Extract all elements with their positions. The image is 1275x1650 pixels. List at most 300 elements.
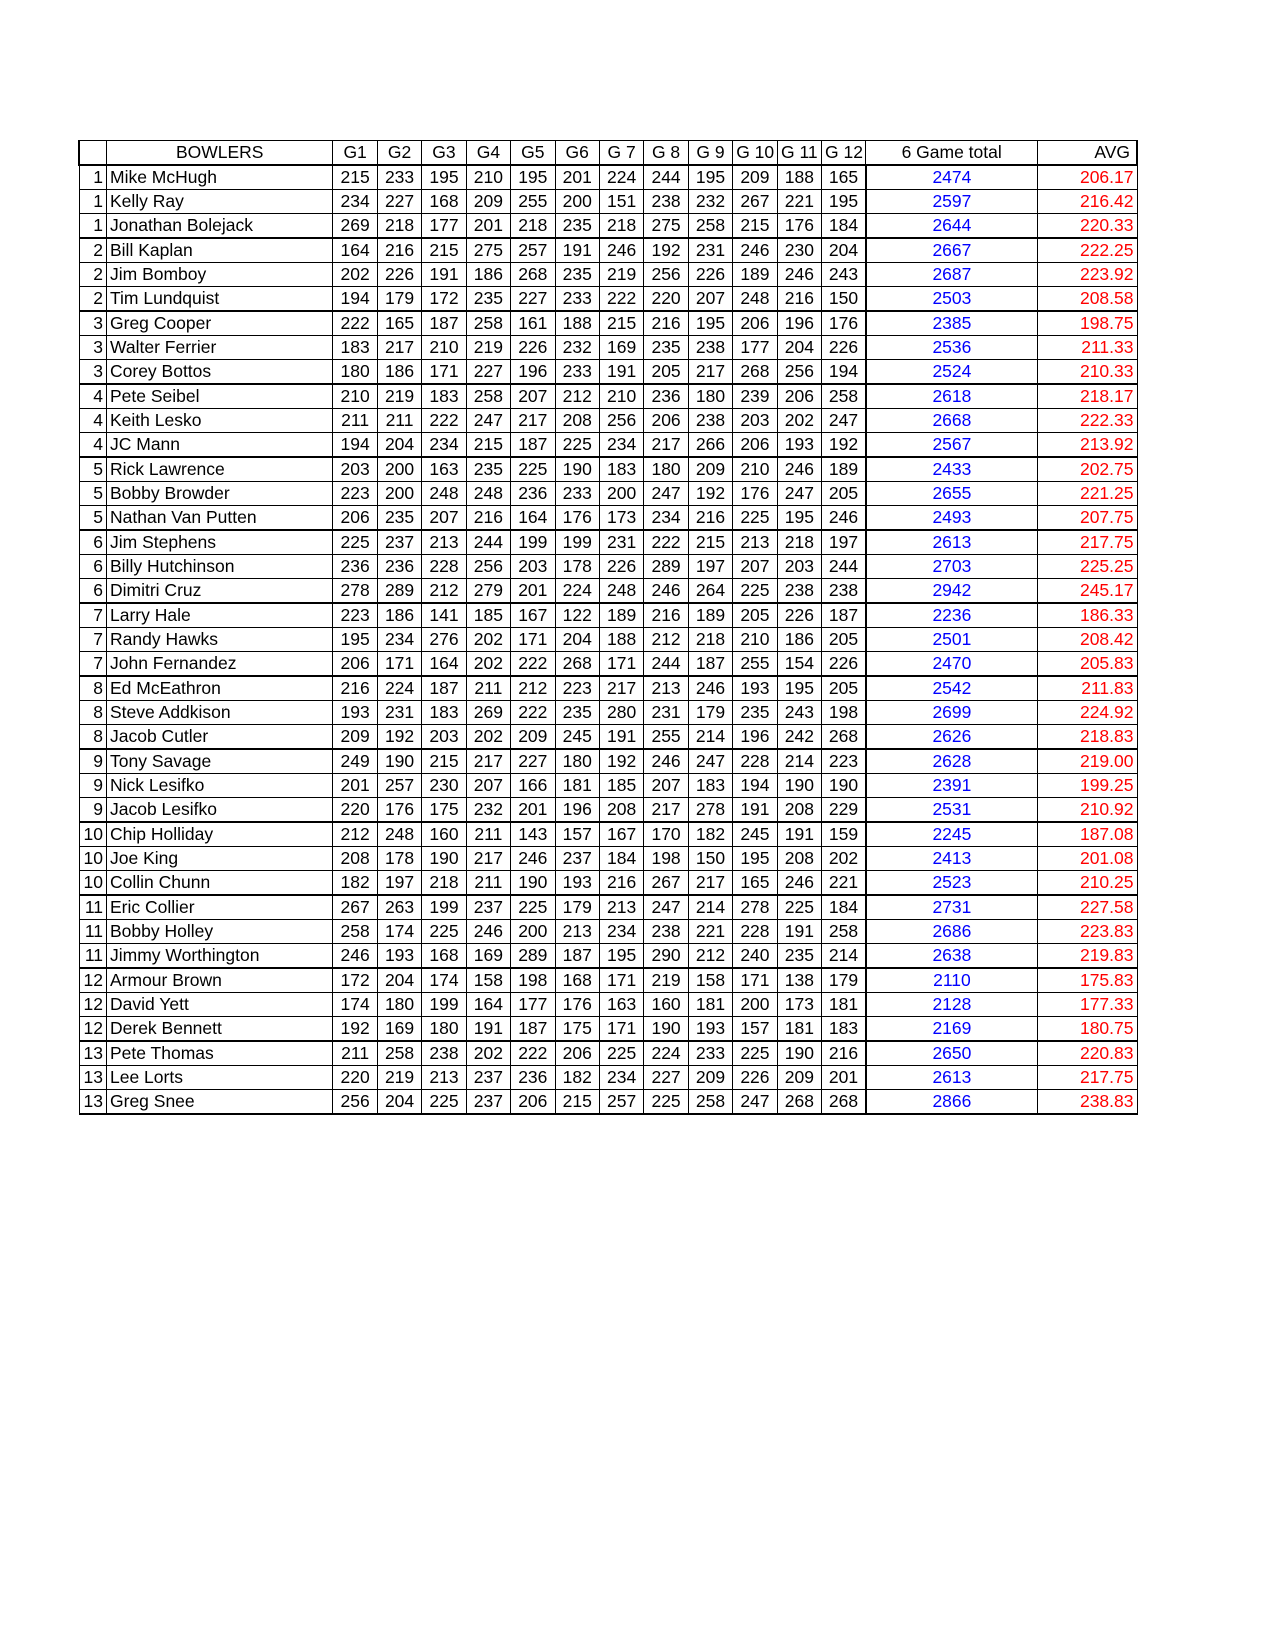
cell-game-8-score: 246	[644, 749, 688, 774]
cell-game-7-score: 191	[599, 725, 643, 750]
cell-game-4-score: 216	[466, 506, 510, 531]
cell-game-12-score: 189	[822, 457, 866, 482]
cell-six-game-total: 2618	[866, 384, 1037, 409]
cell-six-game-total: 2524	[866, 360, 1037, 385]
cell-game-2-score: 233	[377, 165, 421, 190]
cell-six-game-total: 2433	[866, 457, 1037, 482]
cell-game-11-score: 209	[777, 1066, 821, 1090]
cell-game-3-score: 160	[422, 822, 466, 847]
cell-rank: 4	[79, 433, 107, 458]
cell-game-4-score: 237	[466, 1090, 510, 1115]
cell-six-game-total: 2470	[866, 652, 1037, 677]
cell-game-12-score: 223	[822, 749, 866, 774]
cell-game-5-score: 207	[511, 384, 555, 409]
cell-game-8-score: 238	[644, 190, 688, 214]
cell-game-1-score: 216	[333, 676, 377, 701]
table-row	[79, 676, 1137, 701]
cell-game-5-score: 187	[511, 1017, 555, 1042]
cell-game-12-score: 176	[822, 311, 866, 336]
cell-game-9-score: 197	[688, 555, 732, 579]
table-row	[79, 287, 1137, 312]
cell-game-2-score: 180	[377, 993, 421, 1017]
cell-game-8-score: 246	[644, 579, 688, 604]
cell-average: 217.75	[1037, 530, 1137, 555]
table-row	[79, 847, 1137, 871]
bowling-scores-table	[78, 140, 1138, 1115]
cell-game-11-score: 235	[777, 944, 821, 969]
cell-game-7-score: 213	[599, 895, 643, 920]
header-avg: AVG	[1037, 141, 1137, 166]
cell-six-game-total: 2613	[866, 530, 1037, 555]
cell-average: 208.42	[1037, 628, 1137, 652]
cell-game-2-score: 226	[377, 263, 421, 287]
cell-game-5-score: 212	[511, 676, 555, 701]
cell-game-5-score: 196	[511, 360, 555, 385]
cell-bowler-name: Jim Bomboy	[107, 263, 333, 287]
cell-game-1-score: 174	[333, 993, 377, 1017]
cell-rank: 10	[79, 847, 107, 871]
table-body	[79, 165, 1137, 1114]
cell-six-game-total: 2731	[866, 895, 1037, 920]
cell-average: 218.83	[1037, 725, 1137, 750]
cell-game-11-score: 246	[777, 871, 821, 896]
cell-game-3-score: 212	[422, 579, 466, 604]
cell-game-9-score: 218	[688, 628, 732, 652]
cell-game-11-score: 138	[777, 968, 821, 993]
cell-game-6-score: 235	[555, 214, 599, 239]
cell-average: 245.17	[1037, 579, 1137, 604]
cell-game-5-score: 201	[511, 798, 555, 823]
cell-game-5-score: 187	[511, 433, 555, 458]
cell-bowler-name: Rick Lawrence	[107, 457, 333, 482]
cell-game-5-score: 227	[511, 287, 555, 312]
cell-average: 218.17	[1037, 384, 1137, 409]
cell-game-5-score: 217	[511, 409, 555, 433]
cell-six-game-total: 2523	[866, 871, 1037, 896]
cell-game-11-score: 225	[777, 895, 821, 920]
cell-game-2-score: 263	[377, 895, 421, 920]
cell-game-1-score: 212	[333, 822, 377, 847]
cell-game-3-score: 191	[422, 263, 466, 287]
cell-game-9-score: 216	[688, 506, 732, 531]
cell-average: 202.75	[1037, 457, 1137, 482]
cell-game-1-score: 236	[333, 555, 377, 579]
cell-game-7-score: 192	[599, 749, 643, 774]
cell-game-1-score: 206	[333, 652, 377, 677]
header-game-5: G5	[511, 141, 555, 166]
cell-game-12-score: 229	[822, 798, 866, 823]
cell-game-7-score: 215	[599, 311, 643, 336]
cell-game-8-score: 170	[644, 822, 688, 847]
table-row	[79, 214, 1137, 239]
cell-game-9-score: 231	[688, 238, 732, 263]
cell-game-11-score: 190	[777, 774, 821, 798]
cell-game-5-score: 206	[511, 1090, 555, 1115]
cell-game-4-score: 158	[466, 968, 510, 993]
cell-game-4-score: 211	[466, 871, 510, 896]
cell-game-11-score: 191	[777, 822, 821, 847]
cell-rank: 10	[79, 871, 107, 896]
cell-bowler-name: David Yett	[107, 993, 333, 1017]
cell-game-5-score: 236	[511, 482, 555, 506]
cell-average: 206.17	[1037, 165, 1137, 190]
cell-game-8-score: 205	[644, 360, 688, 385]
cell-average: 207.75	[1037, 506, 1137, 531]
cell-game-9-score: 246	[688, 676, 732, 701]
cell-game-6-score: 215	[555, 1090, 599, 1115]
cell-bowler-name: Jonathan Bolejack	[107, 214, 333, 239]
cell-game-12-score: 179	[822, 968, 866, 993]
cell-game-12-score: 184	[822, 214, 866, 239]
cell-game-1-score: 202	[333, 263, 377, 287]
cell-game-10-score: 206	[733, 311, 777, 336]
cell-rank: 2	[79, 238, 107, 263]
cell-rank: 9	[79, 774, 107, 798]
cell-game-9-score: 193	[688, 1017, 732, 1042]
cell-game-9-score: 217	[688, 871, 732, 896]
cell-game-6-score: 122	[555, 603, 599, 628]
table-row	[79, 701, 1137, 725]
table-row	[79, 579, 1137, 604]
cell-game-7-score: 280	[599, 701, 643, 725]
cell-game-2-score: 235	[377, 506, 421, 531]
cell-game-2-score: 257	[377, 774, 421, 798]
cell-rank: 11	[79, 895, 107, 920]
cell-game-3-score: 174	[422, 968, 466, 993]
cell-game-6-score: 190	[555, 457, 599, 482]
table-row	[79, 920, 1137, 944]
cell-rank: 5	[79, 506, 107, 531]
cell-game-7-score: 231	[599, 530, 643, 555]
table-row	[79, 749, 1137, 774]
cell-bowler-name: Randy Hawks	[107, 628, 333, 652]
cell-game-6-score: 176	[555, 993, 599, 1017]
cell-six-game-total: 2668	[866, 409, 1037, 433]
cell-bowler-name: Jacob Lesifko	[107, 798, 333, 823]
cell-game-1-score: 164	[333, 238, 377, 263]
cell-game-3-score: 248	[422, 482, 466, 506]
cell-game-3-score: 195	[422, 165, 466, 190]
cell-game-12-score: 216	[822, 1041, 866, 1066]
cell-game-6-score: 233	[555, 482, 599, 506]
cell-game-2-score: 165	[377, 311, 421, 336]
cell-rank: 4	[79, 384, 107, 409]
cell-game-8-score: 238	[644, 920, 688, 944]
cell-game-7-score: 171	[599, 968, 643, 993]
cell-bowler-name: Joe King	[107, 847, 333, 871]
cell-game-2-score: 216	[377, 238, 421, 263]
table-row	[79, 336, 1137, 360]
cell-game-7-score: 185	[599, 774, 643, 798]
cell-average: 221.25	[1037, 482, 1137, 506]
cell-game-10-score: 226	[733, 1066, 777, 1090]
cell-game-3-score: 180	[422, 1017, 466, 1042]
cell-game-4-score: 201	[466, 214, 510, 239]
cell-game-6-score: 196	[555, 798, 599, 823]
cell-bowler-name: Pete Thomas	[107, 1041, 333, 1066]
table-row	[79, 530, 1137, 555]
cell-average: 210.92	[1037, 798, 1137, 823]
cell-game-11-score: 216	[777, 287, 821, 312]
cell-six-game-total: 2567	[866, 433, 1037, 458]
cell-game-8-score: 212	[644, 628, 688, 652]
cell-game-8-score: 222	[644, 530, 688, 555]
cell-game-3-score: 171	[422, 360, 466, 385]
cell-game-6-score: 245	[555, 725, 599, 750]
cell-bowler-name: Tim Lundquist	[107, 287, 333, 312]
cell-game-6-score: 179	[555, 895, 599, 920]
cell-game-8-score: 225	[644, 1090, 688, 1115]
cell-game-4-score: 186	[466, 263, 510, 287]
header-game-12: G 12	[822, 141, 866, 166]
cell-game-10-score: 225	[733, 506, 777, 531]
cell-game-12-score: 190	[822, 774, 866, 798]
cell-game-8-score: 216	[644, 311, 688, 336]
cell-game-6-score: 178	[555, 555, 599, 579]
cell-game-5-score: 143	[511, 822, 555, 847]
cell-game-9-score: 232	[688, 190, 732, 214]
cell-game-1-score: 172	[333, 968, 377, 993]
cell-game-9-score: 182	[688, 822, 732, 847]
cell-game-8-score: 220	[644, 287, 688, 312]
cell-game-12-score: 226	[822, 336, 866, 360]
cell-game-1-score: 194	[333, 287, 377, 312]
cell-game-2-score: 179	[377, 287, 421, 312]
cell-game-7-score: 218	[599, 214, 643, 239]
cell-game-5-score: 199	[511, 530, 555, 555]
cell-game-1-score: 194	[333, 433, 377, 458]
cell-game-5-score: 209	[511, 725, 555, 750]
cell-game-8-score: 198	[644, 847, 688, 871]
table-row	[79, 1066, 1137, 1090]
cell-game-1-score: 210	[333, 384, 377, 409]
cell-average: 199.25	[1037, 774, 1137, 798]
cell-game-8-score: 247	[644, 895, 688, 920]
table-row	[79, 822, 1137, 847]
cell-game-12-score: 198	[822, 701, 866, 725]
cell-game-10-score: 228	[733, 749, 777, 774]
cell-game-9-score: 207	[688, 287, 732, 312]
cell-rank: 12	[79, 993, 107, 1017]
table-row	[79, 384, 1137, 409]
cell-game-8-score: 231	[644, 701, 688, 725]
cell-game-10-score: 194	[733, 774, 777, 798]
cell-game-8-score: 227	[644, 1066, 688, 1090]
cell-rank: 7	[79, 628, 107, 652]
cell-game-5-score: 289	[511, 944, 555, 969]
cell-game-2-score: 178	[377, 847, 421, 871]
cell-game-3-score: 228	[422, 555, 466, 579]
cell-game-1-score: 223	[333, 603, 377, 628]
cell-game-2-score: 237	[377, 530, 421, 555]
cell-game-2-score: 227	[377, 190, 421, 214]
cell-game-3-score: 213	[422, 530, 466, 555]
cell-game-4-score: 269	[466, 701, 510, 725]
cell-game-4-score: 209	[466, 190, 510, 214]
cell-game-10-score: 205	[733, 603, 777, 628]
cell-game-6-score: 223	[555, 676, 599, 701]
cell-game-7-score: 234	[599, 433, 643, 458]
cell-game-5-score: 222	[511, 701, 555, 725]
cell-game-8-score: 219	[644, 968, 688, 993]
cell-game-2-score: 224	[377, 676, 421, 701]
header-game-3: G3	[422, 141, 466, 166]
cell-game-3-score: 164	[422, 652, 466, 677]
cell-game-12-score: 214	[822, 944, 866, 969]
cell-game-10-score: 267	[733, 190, 777, 214]
cell-rank: 4	[79, 409, 107, 433]
cell-game-5-score: 246	[511, 847, 555, 871]
cell-game-1-score: 249	[333, 749, 377, 774]
cell-game-12-score: 226	[822, 652, 866, 677]
cell-game-1-score: 195	[333, 628, 377, 652]
header-game-4: G4	[466, 141, 510, 166]
cell-game-1-score: 180	[333, 360, 377, 385]
cell-game-9-score: 180	[688, 384, 732, 409]
cell-six-game-total: 2128	[866, 993, 1037, 1017]
cell-game-3-score: 168	[422, 944, 466, 969]
cell-game-6-score: 235	[555, 701, 599, 725]
cell-game-10-score: 165	[733, 871, 777, 896]
cell-bowler-name: Dimitri Cruz	[107, 579, 333, 604]
cell-rank: 9	[79, 798, 107, 823]
cell-game-9-score: 221	[688, 920, 732, 944]
cell-game-8-score: 275	[644, 214, 688, 239]
cell-game-6-score: 213	[555, 920, 599, 944]
cell-game-5-score: 257	[511, 238, 555, 263]
cell-game-2-score: 176	[377, 798, 421, 823]
cell-game-7-score: 257	[599, 1090, 643, 1115]
cell-game-1-score: 211	[333, 1041, 377, 1066]
cell-game-10-score: 225	[733, 579, 777, 604]
cell-six-game-total: 2542	[866, 676, 1037, 701]
cell-game-9-score: 238	[688, 409, 732, 433]
table-row	[79, 311, 1137, 336]
cell-game-6-score: 204	[555, 628, 599, 652]
table-row	[79, 944, 1137, 969]
cell-game-3-score: 210	[422, 336, 466, 360]
cell-game-3-score: 276	[422, 628, 466, 652]
cell-six-game-total: 2703	[866, 555, 1037, 579]
cell-game-6-score: 168	[555, 968, 599, 993]
cell-game-12-score: 204	[822, 238, 866, 263]
cell-game-5-score: 222	[511, 652, 555, 677]
cell-game-6-score: 268	[555, 652, 599, 677]
cell-bowler-name: Mike McHugh	[107, 165, 333, 190]
cell-game-12-score: 202	[822, 847, 866, 871]
cell-game-8-score: 244	[644, 652, 688, 677]
cell-game-2-score: 200	[377, 457, 421, 482]
cell-game-7-score: 173	[599, 506, 643, 531]
cell-game-7-score: 216	[599, 871, 643, 896]
cell-game-8-score: 206	[644, 409, 688, 433]
cell-game-10-score: 191	[733, 798, 777, 823]
cell-bowler-name: Pete Seibel	[107, 384, 333, 409]
cell-six-game-total: 2667	[866, 238, 1037, 263]
cell-game-8-score: 216	[644, 603, 688, 628]
cell-game-10-score: 200	[733, 993, 777, 1017]
cell-game-6-score: 157	[555, 822, 599, 847]
cell-game-11-score: 256	[777, 360, 821, 385]
cell-game-10-score: 195	[733, 847, 777, 871]
cell-average: 210.25	[1037, 871, 1137, 896]
cell-game-1-score: 267	[333, 895, 377, 920]
cell-game-2-score: 200	[377, 482, 421, 506]
cell-game-10-score: 206	[733, 433, 777, 458]
cell-game-10-score: 193	[733, 676, 777, 701]
table-row	[79, 774, 1137, 798]
cell-game-6-score: 225	[555, 433, 599, 458]
cell-average: 220.83	[1037, 1041, 1137, 1066]
cell-game-5-score: 218	[511, 214, 555, 239]
cell-six-game-total: 2245	[866, 822, 1037, 847]
cell-game-4-score: 256	[466, 555, 510, 579]
cell-rank: 8	[79, 701, 107, 725]
cell-game-4-score: 237	[466, 895, 510, 920]
cell-game-12-score: 159	[822, 822, 866, 847]
cell-game-9-score: 266	[688, 433, 732, 458]
cell-game-6-score: 182	[555, 1066, 599, 1090]
cell-game-7-score: 234	[599, 920, 643, 944]
cell-game-2-score: 204	[377, 1090, 421, 1115]
cell-six-game-total: 2236	[866, 603, 1037, 628]
cell-bowler-name: Jimmy Worthington	[107, 944, 333, 969]
cell-game-9-score: 183	[688, 774, 732, 798]
cell-game-9-score: 187	[688, 652, 732, 677]
cell-rank: 1	[79, 165, 107, 190]
cell-game-11-score: 154	[777, 652, 821, 677]
cell-average: 238.83	[1037, 1090, 1137, 1115]
cell-game-8-score: 180	[644, 457, 688, 482]
cell-game-3-score: 225	[422, 1090, 466, 1115]
cell-average: 217.75	[1037, 1066, 1137, 1090]
cell-game-10-score: 215	[733, 214, 777, 239]
table-row	[79, 968, 1137, 993]
cell-average: 201.08	[1037, 847, 1137, 871]
header-game-1: G1	[333, 141, 377, 166]
cell-average: 225.25	[1037, 555, 1137, 579]
cell-game-12-score: 258	[822, 384, 866, 409]
cell-game-6-score: 235	[555, 263, 599, 287]
cell-game-1-score: 215	[333, 165, 377, 190]
cell-game-8-score: 235	[644, 336, 688, 360]
cell-game-7-score: 234	[599, 1066, 643, 1090]
cell-game-3-score: 163	[422, 457, 466, 482]
cell-game-3-score: 213	[422, 1066, 466, 1090]
cell-rank: 12	[79, 1017, 107, 1042]
cell-six-game-total: 2655	[866, 482, 1037, 506]
cell-game-2-score: 204	[377, 968, 421, 993]
cell-game-6-score: 188	[555, 311, 599, 336]
cell-average: 198.75	[1037, 311, 1137, 336]
cell-game-2-score: 186	[377, 603, 421, 628]
table-row	[79, 725, 1137, 750]
cell-game-5-score: 161	[511, 311, 555, 336]
table-row	[79, 555, 1137, 579]
cell-rank: 6	[79, 530, 107, 555]
cell-game-12-score: 184	[822, 895, 866, 920]
cell-game-5-score: 203	[511, 555, 555, 579]
table-row	[79, 628, 1137, 652]
cell-game-4-score: 258	[466, 311, 510, 336]
cell-game-11-score: 242	[777, 725, 821, 750]
cell-rank: 6	[79, 555, 107, 579]
cell-rank: 5	[79, 457, 107, 482]
cell-six-game-total: 2503	[866, 287, 1037, 312]
cell-game-3-score: 183	[422, 384, 466, 409]
cell-game-2-score: 211	[377, 409, 421, 433]
header-game-2: G2	[377, 141, 421, 166]
